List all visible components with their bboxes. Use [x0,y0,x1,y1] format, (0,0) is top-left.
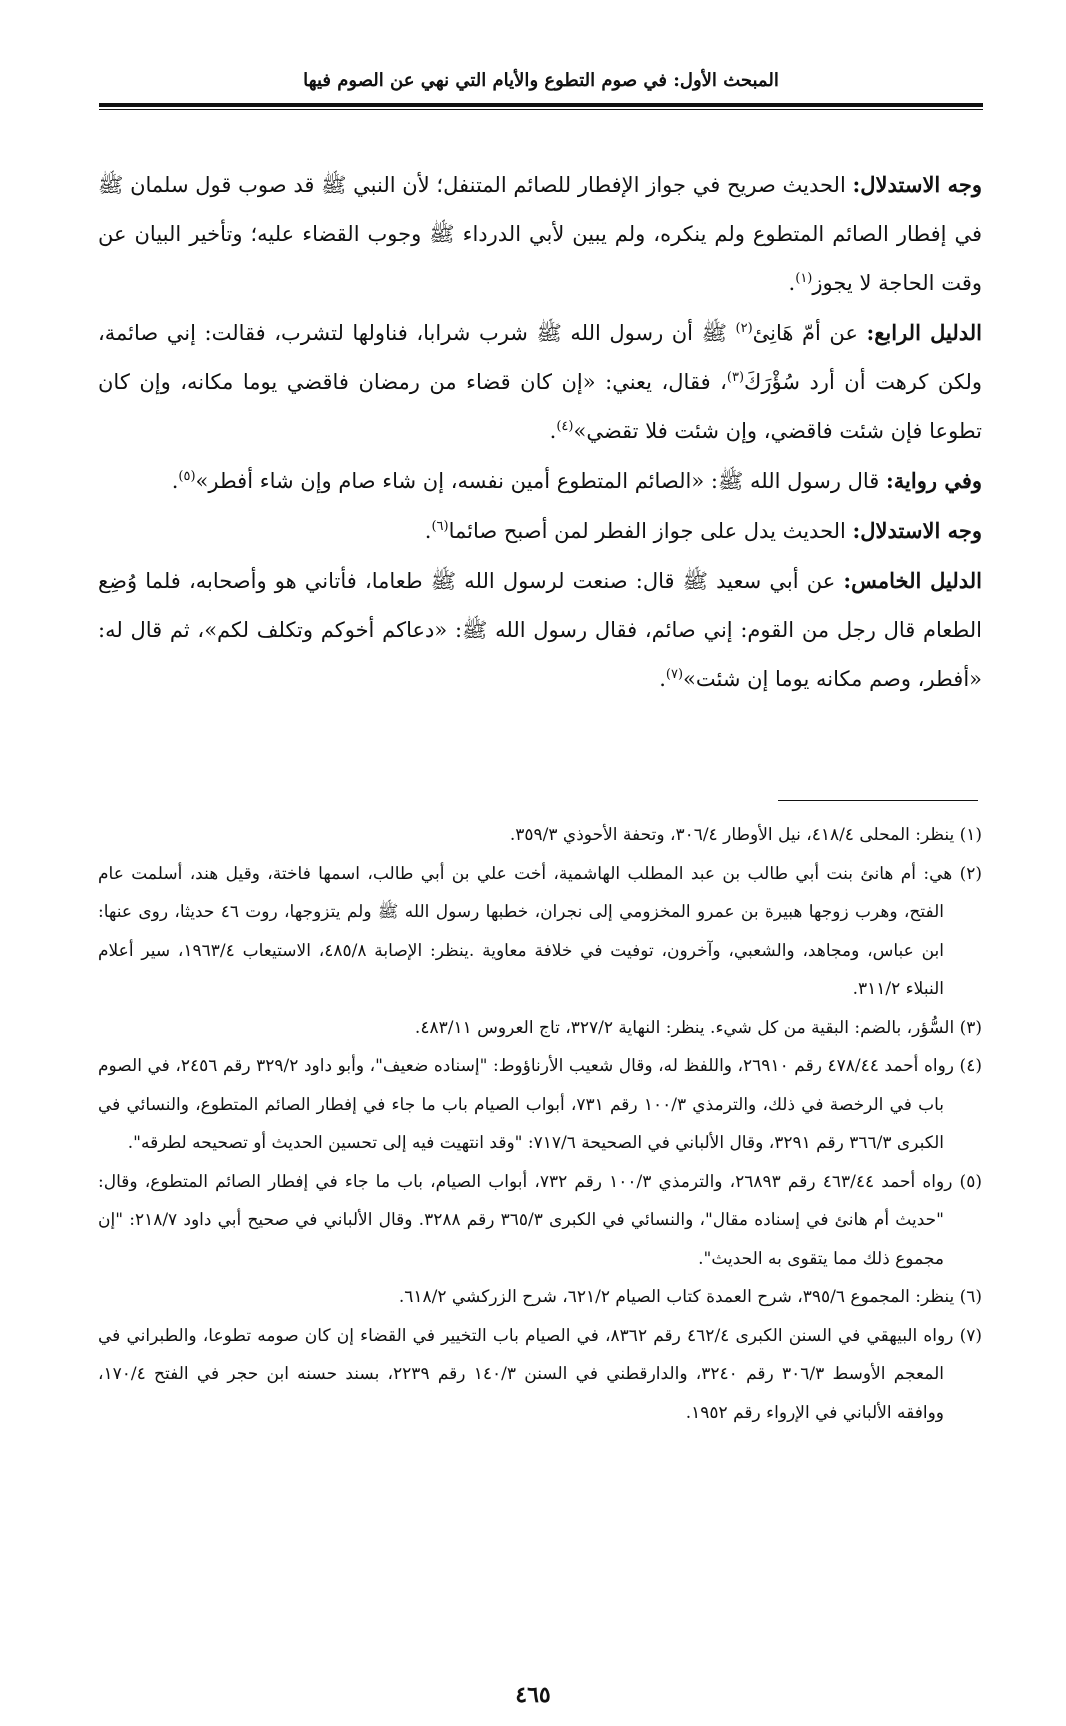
footnote-ref[interactable]: (١) [795,271,813,286]
paragraph-text: عن أبي سعيد ﷺ قال: صنعت لرسول الله ﷺ طعاما، فأتاني هو وأصحابه، فلما وُضِع الطعام قال رجل من القوم: إني صائم، فقال رسول الله ﷺ: «دعاكم أخوكم وتكلف لكم»، ثم قال له: «أفطر، وصم مكانه يوما إن شئت» [98,569,982,691]
footnote-5: (٥) رواه أحمد ٤٦٣/٤٤ رقم ٢٦٨٩٣، والترمذي ١٠٠/٣ رقم ٧٣٢، أبواب الصيام، باب ما جاء في إفطار الصائم المتطوع، وقال: "حديث أم هانئ في إسناده مقال"، والنسائي في الكبرى ٣٦٥/٣ رقم ٣٢٨٨. وقال الألباني في صحيح أبي داود ٢١٨/٧: "إن مجموع ذلك مما يتقوى به الحديث". [98,1171,982,1269]
footnote-ref[interactable]: (٦) [431,519,449,534]
paragraph-text: عن أمّ هَانِئ [752,321,867,345]
main-text [98,160,982,704]
footnote-ref[interactable]: (٧) [665,667,684,682]
footnotes [98,816,982,1432]
paragraph-tail: . [171,469,179,493]
paragraph-istidlal-2 [98,506,982,556]
footnote-6: (٦) ينظر: المجموع ٣٩٥/٦، شرح العمدة كتاب الصيام ٦٢١/٢، شرح الزركشي ٦١٨/٢. [398,1287,982,1307]
footnote-4: (٤) رواه أحمد ٤٧٨/٤٤ رقم ٢٦٩١٠، واللفظ له، وقال شعيب الأرناؤوط: "إسناده ضعيف"، وأبو داود ٣٢٩/٢ رقم ٢٤٥٦، في الصوم باب في الرخصة في ذلك، والترمذي ١٠٠/٣ رقم ٧٣١، أبواب الصيام باب ما جاء في إفطار الصائم المتطوع، والنسائي في الكبرى ٣٦٦/٣ رقم ٣٢٩١، وقال الألباني في الصحيحة ٧١٧/٦: "وقد انتهيت فيه إلى تحسين الحديث أو تصحيحه لطرقه". [98,1056,982,1153]
footnote-ref[interactable]: (٥) [178,469,196,484]
paragraph-istidlal-1 [98,160,982,308]
paragraph-label: وفي رواية: [886,468,982,493]
running-header: المبحث الأول: في صوم التطوع والأيام التي نهي عن الصوم فيها [303,70,779,91]
paragraph-label: وجه الاستدلال: [852,172,982,197]
footnote-7: (٧) رواه البيهقي في السنن الكبرى ٤٦٢/٤ رقم ٨٣٦٢، في الصيام باب التخيير في القضاء إن كان صومه تطوعا، والطبراني في المعجم الأوسط ٣٠٦/٣ رقم ٣٢٤٠، والدارقطني في السنن ١٤٠/٣ رقم ٢٢٣٩، بسند حسنه ابن حجر في الفتح ١٧٠/٤، ووافقه الألباني في الإرواء رقم ١٩٥٢. [98,1325,983,1423]
paragraph-dalil-5 [98,556,982,704]
paragraph-label: الدليل الرابع: [866,320,982,345]
footnote-separator [778,800,978,801]
footnote-ref[interactable]: (٤) [556,419,574,434]
paragraph-text: ، فقال، يعني: «إن كان قضاء من رمضان فاقضي يوما مكانه، وإن كان تطوعا فإن شئت فاقضي، وإن شئت فلا تقضي» [98,370,982,443]
paragraph-dalil-4 [98,308,982,456]
paragraph-riwaya [98,456,982,506]
paragraph-label: وجه الاستدلال: [852,518,982,543]
paragraph-text: ﷺ أن رسول الله ﷺ شرب شرابا، فناولها لتشرب، فقالت: إني صائمة، ولكن كرهت أن أرد سُؤْرَكَ [98,321,982,394]
header-rule-thin [99,109,983,110]
paragraph-tail: . [549,419,557,443]
header-rule [99,103,983,107]
paragraph-text: الحديث صريح في جواز الإفطار للصائم المتنفل؛ لأن النبي ﷺ قد صوب قول سلمان ﷺ في إفطار الصائم المتطوع ولم ينكره، ولم يبين لأبي الدرداء ﷺ وجوب القضاء عليه؛ وتأخير البيان عن وقت الحاجة لا يجوز [98,173,982,295]
paragraph-tail: . [788,271,796,295]
paragraph-text: قال رسول الله ﷺ: «الصائم المتطوع أمين نفسه، إن شاء صام وإن شاء أفطر» [195,469,887,493]
footnote-ref[interactable]: (٢) [735,321,753,336]
footnote-1: (١) ينظر: المحلى ٤١٨/٤، نيل الأوطار ٣٠٦/٤، وتحفة الأحوذي ٣٥٩/٣. [509,825,982,845]
page-number: ٤٦٥ [515,1682,551,1708]
footnote-ref[interactable]: (٣) [726,370,745,385]
paragraph-text: الحديث يدل على جواز الفطر لمن أصبح صائما [448,519,853,543]
paragraph-tail: . [659,667,666,691]
footnote-2: (٢) هي: أم هانئ بنت أبي طالب بن عبد المطلب الهاشمية، أخت علي بن أبي طالب، اسمها فاختة، وقيل هند، أسلمت عام الفتح، وهرب زوجها هبيرة بن عمرو المخزومي إلى نجران، خطبها رسول الله ﷺ ولم يتزوجها، روت ٤٦ حديثا، روى عنها: ابن عباس، ومجاهد، والشعبي، وآخرون، توفيت في خلافة معاوية .ينظر: الإصابة ٤٨٥/٨، الاستيعاب ١٩٦٣/٤، سير أعلام النبلاء ٣١١/٢. [98,863,982,999]
paragraph-tail: . [424,519,432,543]
paragraph-label: الدليل الخامس: [843,568,982,593]
footnote-3: (٣) السُّؤر، بالضم: البقية من كل شيء. ينظر: النهاية ٣٢٧/٢، تاج العروس ٤٨٣/١١. [414,1017,982,1038]
